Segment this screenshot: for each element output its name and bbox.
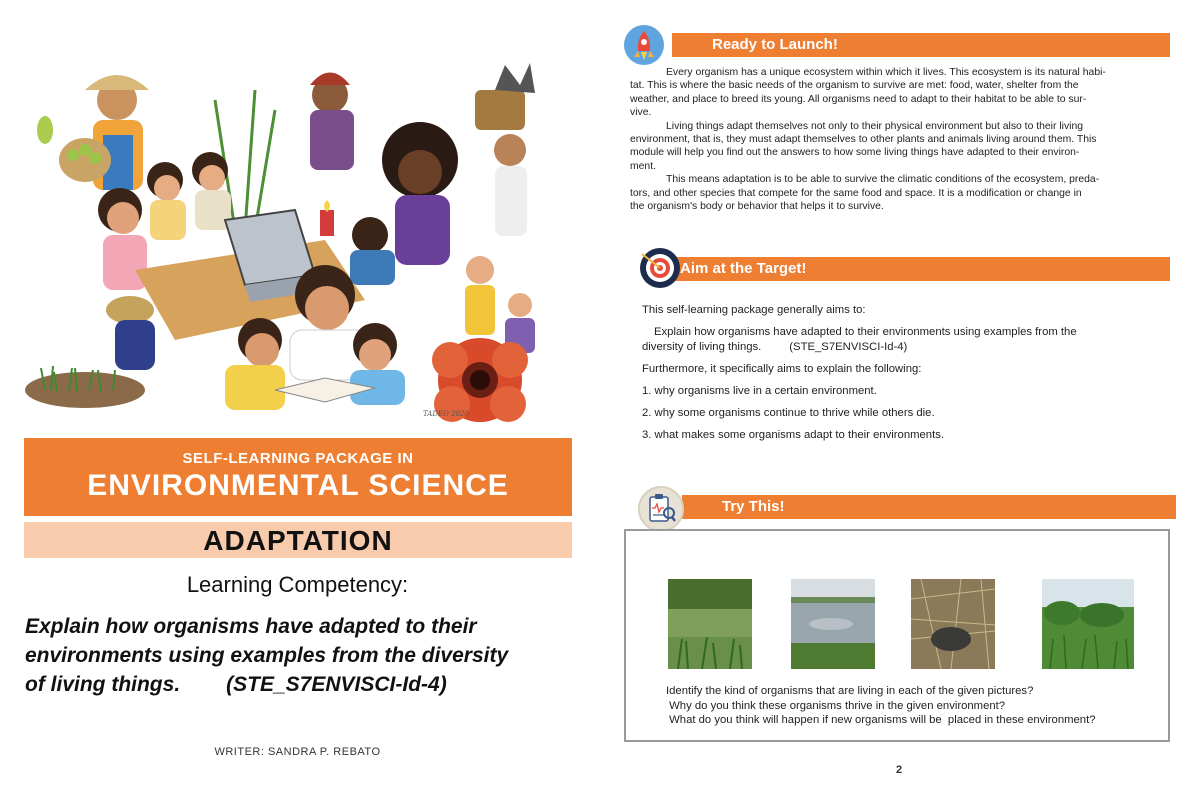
cover-illustration: [25, 60, 570, 430]
text-line: environment, that is, they must adapt themselves to other plants and animals living around them. This: [630, 134, 1097, 146]
text-line: the organism's body or behavior that helps it to survive.: [630, 201, 884, 213]
competency-line: Explain how organisms have adapted to their: [25, 615, 477, 638]
try-question: Why do you think these organisms thrive in the given environment?: [666, 699, 1006, 712]
ready-section-text: [630, 66, 1175, 213]
lake-photo: [791, 579, 875, 669]
aim-objective-end: diversity of living things.: [642, 341, 762, 353]
aim-section-header: [664, 257, 1170, 281]
aim-objective-line: [642, 340, 1172, 355]
aim-list-item: 2. why some organisms continue to thrive while others die.: [642, 407, 935, 419]
try-section-title: Try This!: [722, 498, 785, 515]
subject-title: ENVIRONMENTAL SCIENCE: [87, 469, 509, 502]
title-band: [24, 438, 572, 516]
aim-section-title: Aim at the Target!: [680, 260, 807, 277]
package-label: SELF-LEARNING PACKAGE IN: [182, 450, 414, 467]
aim-further: Furthermore, it specifically aims to explain the following:: [642, 363, 922, 375]
text-line: vive.: [630, 107, 652, 119]
text-line: weather, and place to breed its young. All organisms need to adapt to their habitat to be able to sur-: [630, 93, 1087, 105]
text-line: Living things adapt themselves not only to their physical environment but also to their living: [666, 120, 1084, 132]
aim-section-content: [642, 303, 1172, 450]
text-line: tors, and other species that compete for the same food and space. It is a modification or change in: [630, 187, 1082, 199]
competency-heading: Learning Competency:: [186, 572, 409, 597]
text-line: Every organism has a unique ecosystem within which it lives. This ecosystem is its natural habi-: [666, 67, 1106, 78]
ready-section-title: Ready to Launch!: [712, 36, 838, 53]
dry-soil-photo: [911, 579, 995, 669]
clipboard-icon: [638, 486, 684, 532]
aim-list-item: 3. what makes some organisms adapt to their environments.: [642, 429, 945, 441]
text-line: tat. This is where the basic needs of the organism to survive are met: food, water, shelter from the: [630, 80, 1079, 92]
illustration-signature: TADEO 2020: [423, 410, 469, 418]
try-activity-box: [624, 529, 1170, 742]
try-question: Identify the kind of organisms that are living in each of the given pictures?: [666, 685, 1034, 697]
try-question: What do you think will happen if new organisms will be placed in these environment?: [666, 714, 1096, 726]
target-icon: [640, 248, 680, 288]
grassland-photo: [1042, 579, 1134, 669]
paragraph: [630, 173, 1175, 213]
text-line: This means adaptation is to be able to survive the climatic conditions of the ecosystem, preda-: [666, 174, 1100, 186]
competency-line: [25, 670, 585, 699]
writer-credit: WRITER: SANDRA P. REBATO: [214, 746, 381, 758]
text-line: ment.: [630, 160, 656, 172]
competency-line: environments using examples from the diversity: [25, 644, 509, 667]
competency-line-end: of living things.: [25, 673, 181, 696]
paragraph: [630, 66, 1175, 120]
competency-code: (STE_S7ENVISCI-Id-4): [226, 673, 447, 696]
module-title: ADAPTATION: [24, 522, 572, 558]
rocket-icon: [624, 25, 664, 65]
aim-objective-line: Explain how organisms have adapted to their environments using examples from the: [654, 326, 1077, 338]
aim-objective-code: (STE_S7ENVISCI-Id-4): [789, 341, 908, 353]
aim-list-item: 1. why organisms live in a certain environment.: [642, 385, 877, 397]
competency-text: [25, 612, 585, 699]
content-page: [600, 0, 1200, 785]
try-questions: [666, 684, 1096, 728]
paragraph: [630, 120, 1175, 174]
page-number: 2: [896, 764, 903, 776]
aim-intro: This self-learning package generally aims to:: [642, 304, 866, 316]
try-section-header: [682, 495, 1176, 519]
ready-section-header: [672, 33, 1170, 57]
text-line: module will help you find out the answers to how some living things have adapted to their environ-: [630, 147, 1080, 159]
pond-photo: [668, 579, 752, 669]
